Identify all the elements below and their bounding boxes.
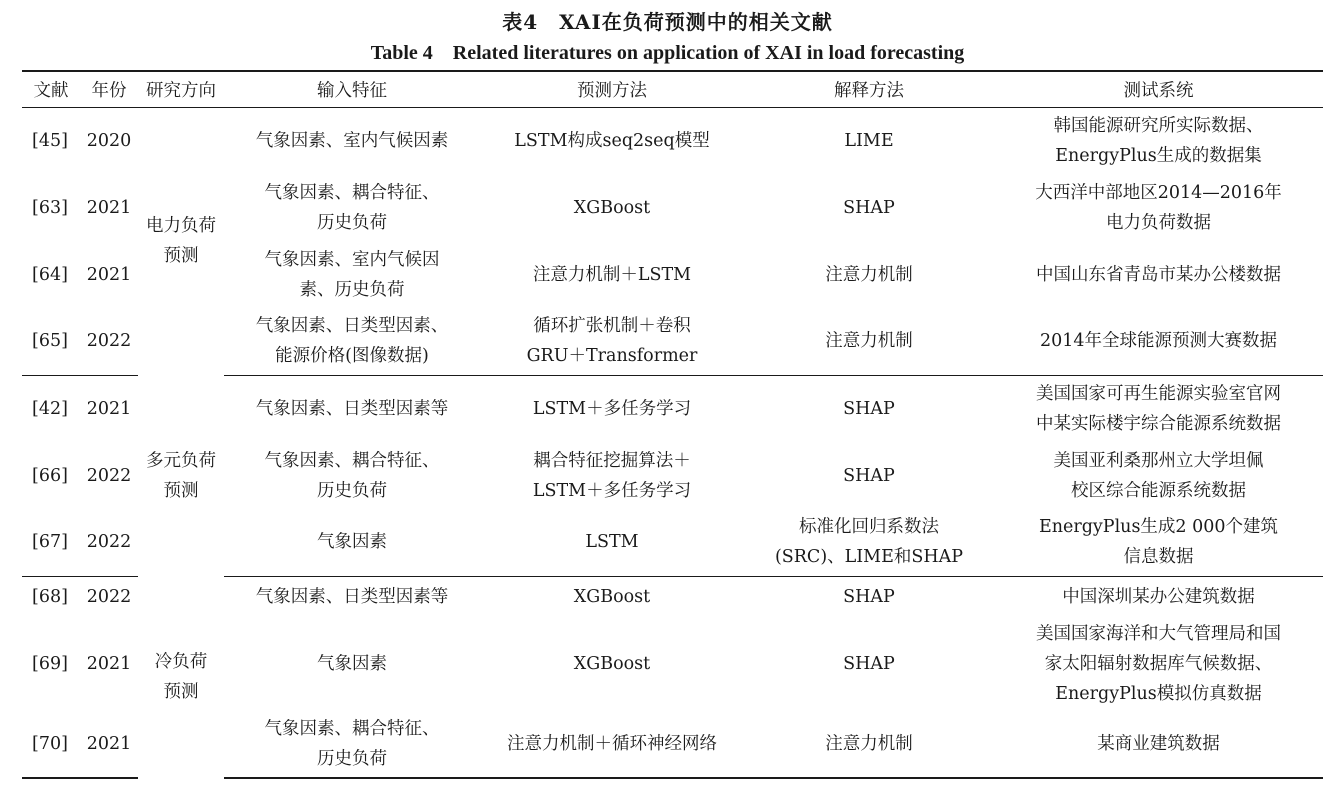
ref-cell — [22, 241, 80, 308]
input-cell-line: 气象因素 — [317, 532, 387, 553]
system-cell — [994, 107, 1323, 174]
explanation-cell — [744, 174, 994, 241]
system-cell-line: 2014年全球能源预测大赛数据 — [1039, 331, 1278, 352]
ref-cell-line: [70] — [32, 734, 68, 754]
system-cell — [994, 576, 1323, 617]
system-cell — [994, 375, 1323, 442]
explanation-cell-line: 标准化回归系数法 — [799, 517, 939, 538]
prediction-cell — [480, 576, 744, 617]
year-cell — [80, 617, 138, 711]
prediction-cell — [480, 241, 744, 308]
explanation-cell — [744, 711, 994, 778]
system-cell-line: 美国亚利桑那州立大学坦佩 — [1053, 450, 1264, 471]
explanation-cell-line: SHAP — [843, 654, 895, 674]
system-cell-line: 信息数据 — [1123, 547, 1194, 568]
year-cell-line: 2022 — [86, 465, 132, 486]
header-ref: 文献 — [22, 71, 80, 107]
literature-table — [22, 70, 1323, 779]
ref-cell — [22, 576, 80, 617]
input-cell — [224, 308, 480, 375]
ref-cell-line: [45] — [32, 130, 68, 151]
system-cell-line: 校区综合能源系统数据 — [1071, 480, 1246, 501]
input-cell — [224, 576, 480, 617]
system-cell-line: EnergyPlus模拟仿真数据 — [1055, 684, 1262, 704]
direction-cell-line: 冷负荷 — [154, 652, 208, 672]
ref-cell-line: [42] — [32, 398, 68, 419]
input-cell-line: 气象因素、室内气候因素 — [255, 130, 449, 151]
ref-cell — [22, 375, 80, 442]
year-cell — [80, 174, 138, 241]
year-cell-line: 2021 — [86, 264, 132, 285]
explanation-cell — [744, 617, 994, 711]
system-cell-line: 美国国家海洋和大气管理局和国 — [1036, 624, 1281, 644]
year-cell-line: 2022 — [86, 532, 132, 553]
input-cell — [224, 711, 480, 778]
system-cell-line: 家太阳辐射数据库气候数据、 — [1044, 654, 1273, 674]
year-cell-line: 2022 — [86, 331, 132, 352]
prediction-cell-line: GRU＋Transformer — [526, 346, 698, 367]
system-cell-line: 韩国能源研究所实际数据、 — [1053, 115, 1264, 136]
header-explanation: 解释方法 — [744, 71, 994, 107]
input-cell-line: 气象因素、室内气候因 — [264, 249, 440, 270]
prediction-cell — [480, 107, 744, 174]
system-cell-line: 某商业建筑数据 — [1097, 734, 1220, 754]
direction-cell — [138, 576, 224, 778]
system-cell-line: 电力负荷数据 — [1106, 212, 1211, 233]
header-input: 输入特征 — [224, 71, 480, 107]
system-cell-line: 大西洋中部地区2014—2016年 — [1035, 182, 1282, 203]
system-cell — [994, 241, 1323, 308]
year-cell-line: 2021 — [86, 398, 132, 419]
year-cell-line: 2021 — [86, 654, 132, 674]
year-cell — [80, 576, 138, 617]
prediction-cell-line: XGBoost — [573, 586, 651, 607]
explanation-cell-line: SHAP — [843, 197, 895, 218]
ref-cell-line: [66] — [32, 465, 68, 486]
ref-cell-line: [64] — [32, 264, 68, 285]
ref-cell — [22, 509, 80, 576]
ref-cell-line: [63] — [32, 197, 68, 218]
prediction-cell-line: XGBoost — [573, 654, 651, 674]
prediction-cell-line: 耦合特征挖掘算法＋ — [533, 450, 691, 471]
ref-cell-line: [69] — [32, 654, 68, 674]
explanation-cell-line: SHAP — [843, 465, 895, 486]
header-system: 测试系统 — [994, 71, 1323, 107]
ref-cell — [22, 711, 80, 778]
input-cell-line: 气象因素、日类型因素、 — [255, 316, 449, 337]
direction-cell — [138, 375, 224, 576]
input-cell — [224, 375, 480, 442]
table-title-chinese: 表4 XAI在负荷预测中的相关文献 — [502, 10, 833, 34]
input-cell — [224, 174, 480, 241]
year-cell — [80, 308, 138, 375]
direction-cell-line: 多元负荷 — [146, 450, 216, 471]
system-cell — [994, 617, 1323, 711]
prediction-cell — [480, 711, 744, 778]
prediction-cell — [480, 308, 744, 375]
year-cell — [80, 509, 138, 576]
prediction-cell-line: 注意力机制＋循环神经网络 — [507, 734, 717, 754]
explanation-cell-line: (SRC)、LIME和SHAP — [774, 547, 964, 568]
prediction-cell-line: LSTM＋多任务学习 — [532, 480, 692, 501]
explanation-cell-line: SHAP — [843, 398, 895, 419]
ref-cell — [22, 617, 80, 711]
ref-cell — [22, 107, 80, 174]
ref-cell-line: [65] — [32, 331, 68, 352]
explanation-cell — [744, 107, 994, 174]
input-cell-line: 气象因素、日类型因素等 — [255, 398, 449, 419]
system-cell-line: EnergyPlus生成2 000个建筑 — [1038, 517, 1279, 538]
input-cell — [224, 241, 480, 308]
system-cell-line: 中国深圳某办公建筑数据 — [1062, 586, 1255, 607]
input-cell-line: 能源价格(图像数据) — [275, 346, 429, 367]
prediction-cell — [480, 509, 744, 576]
system-cell-line: 中某实际楼宇综合能源系统数据 — [1036, 413, 1281, 434]
year-cell — [80, 107, 138, 174]
direction-cell-line: 预测 — [163, 246, 199, 267]
direction-cell — [138, 107, 224, 375]
ref-cell — [22, 308, 80, 375]
input-cell-line: 历史负荷 — [317, 749, 387, 769]
ref-cell-line: [68] — [32, 586, 68, 607]
input-cell-line: 历史负荷 — [317, 480, 387, 501]
explanation-cell-line: LIME — [844, 130, 894, 151]
input-cell-line: 历史负荷 — [317, 212, 387, 233]
year-cell-line: 2022 — [86, 586, 132, 607]
explanation-cell — [744, 509, 994, 576]
input-cell — [224, 617, 480, 711]
input-cell-line: 气象因素、耦合特征、 — [264, 719, 440, 739]
explanation-cell-line: 注意力机制 — [825, 264, 913, 285]
system-cell-line: EnergyPlus生成的数据集 — [1055, 145, 1262, 166]
year-cell — [80, 442, 138, 509]
table-title-english: Table 4 Related literatures on application of XAI in load forecasting — [370, 42, 965, 64]
system-cell — [994, 509, 1323, 576]
year-cell — [80, 375, 138, 442]
year-cell-line: 2021 — [86, 734, 132, 754]
year-cell — [80, 241, 138, 308]
system-cell — [994, 174, 1323, 241]
explanation-cell — [744, 375, 994, 442]
ref-cell — [22, 442, 80, 509]
explanation-cell — [744, 241, 994, 308]
input-cell — [224, 509, 480, 576]
prediction-cell-line: 循环扩张机制＋卷积 — [533, 316, 691, 337]
prediction-cell — [480, 442, 744, 509]
header-prediction: 预测方法 — [480, 71, 744, 107]
explanation-cell — [744, 308, 994, 375]
prediction-cell-line: LSTM构成seq2seq模型 — [514, 130, 710, 151]
system-cell-line: 中国山东省青岛市某办公楼数据 — [1036, 264, 1281, 285]
ref-cell — [22, 174, 80, 241]
input-cell-line: 气象因素 — [317, 654, 387, 674]
year-cell-line: 2021 — [86, 197, 132, 218]
prediction-cell-line: LSTM — [585, 532, 639, 553]
prediction-cell — [480, 174, 744, 241]
year-cell — [80, 711, 138, 778]
input-cell-line: 气象因素、耦合特征、 — [264, 450, 440, 471]
header-year: 年份 — [80, 71, 138, 107]
explanation-cell-line: 注意力机制 — [825, 734, 913, 754]
direction-cell-line: 电力负荷 — [146, 216, 216, 237]
input-cell-line: 气象因素、耦合特征、 — [264, 182, 440, 203]
table-header-row — [22, 71, 1323, 107]
table-row — [22, 107, 1323, 174]
system-cell — [994, 442, 1323, 509]
prediction-cell-line: 注意力机制＋LSTM — [532, 264, 692, 285]
ref-cell-line: [67] — [32, 532, 68, 553]
prediction-cell — [480, 617, 744, 711]
prediction-cell — [480, 375, 744, 442]
system-cell — [994, 711, 1323, 778]
direction-cell-line: 预测 — [163, 480, 199, 501]
header-direction: 研究方向 — [138, 71, 224, 107]
explanation-cell — [744, 442, 994, 509]
table-body — [22, 107, 1323, 778]
table-row — [22, 375, 1323, 442]
system-cell-line: 美国国家可再生能源实验室官网 — [1036, 383, 1281, 404]
year-cell-line: 2020 — [86, 130, 132, 151]
input-cell-line: 素、历史负荷 — [299, 279, 405, 300]
input-cell-line: 气象因素、日类型因素等 — [255, 586, 449, 607]
direction-cell-line: 预测 — [163, 682, 199, 702]
input-cell — [224, 442, 480, 509]
prediction-cell-line: LSTM＋多任务学习 — [532, 398, 692, 419]
explanation-cell — [744, 576, 994, 617]
table-row — [22, 576, 1323, 617]
system-cell — [994, 308, 1323, 375]
explanation-cell-line: 注意力机制 — [825, 331, 913, 352]
prediction-cell-line: XGBoost — [573, 197, 651, 218]
explanation-cell-line: SHAP — [843, 586, 895, 607]
input-cell — [224, 107, 480, 174]
